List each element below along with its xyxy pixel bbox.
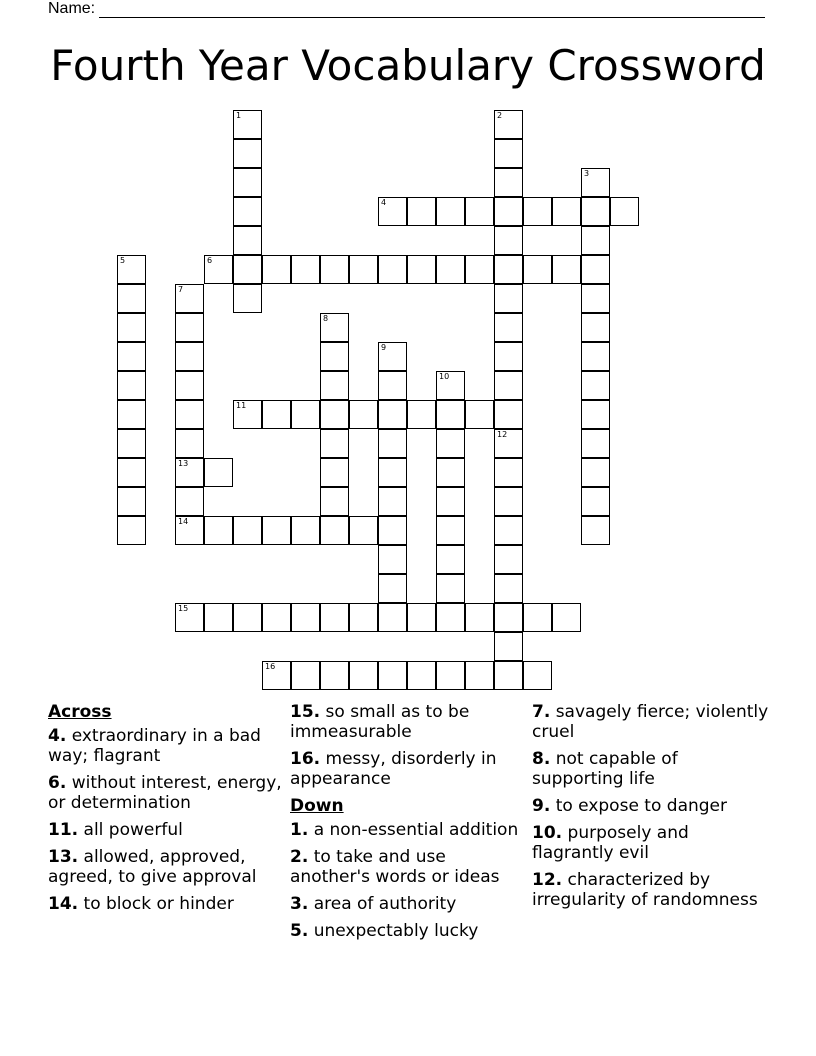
cell-number: 11 [236,401,247,410]
grid-cell[interactable] [175,342,204,371]
grid-cell[interactable] [378,458,407,487]
grid-cell[interactable] [378,371,407,400]
grid-cell[interactable] [378,516,407,545]
grid-cell[interactable] [494,487,523,516]
grid-cell[interactable] [581,400,610,429]
cell-number: 13 [178,459,189,468]
clue-down-9: 9. to expose to danger [532,796,727,816]
grid-cell[interactable] [175,516,204,545]
grid-cell[interactable] [465,255,494,284]
across-heading: Across [48,702,112,722]
grid-cell[interactable] [436,255,465,284]
grid-cell[interactable] [581,371,610,400]
grid-cell[interactable] [117,458,146,487]
grid-cell[interactable] [233,255,262,284]
grid-cell[interactable] [320,487,349,516]
name-label: Name: [48,0,96,17]
grid-cell[interactable] [233,284,262,313]
grid-cell[interactable] [494,313,523,342]
cell-number: 5 [120,256,126,265]
grid-cell[interactable] [581,516,610,545]
grid-cell[interactable] [436,458,465,487]
cell-number: 12 [497,430,508,439]
clue-down-1: 1. a non-essential addition [290,820,519,840]
grid-cell[interactable] [378,255,407,284]
grid-cell[interactable] [320,661,349,690]
grid-cell[interactable] [175,458,204,487]
grid-cell[interactable] [349,400,378,429]
grid-cell[interactable] [494,603,523,632]
grid-cell[interactable] [581,487,610,516]
grid-cell[interactable] [465,400,494,429]
clue-column-1 [48,702,283,921]
grid-cell[interactable] [581,458,610,487]
grid-cell[interactable] [233,197,262,226]
grid-cell[interactable] [320,313,349,342]
grid-cell[interactable] [175,487,204,516]
page-title: Fourth Year Vocabulary Crossword [50,41,766,90]
clue-across-6: 6. without interest, energy, or determination [48,773,282,813]
grid-cell[interactable] [233,110,262,139]
cell-number: 16 [265,662,276,671]
grid-cell[interactable] [349,516,378,545]
grid-cell[interactable] [523,197,552,226]
grid-cell[interactable] [320,255,349,284]
grid-cell[interactable] [117,400,146,429]
grid-cell[interactable] [262,255,291,284]
grid-cell[interactable] [610,197,639,226]
cell-number: 14 [178,517,189,526]
grid-cell[interactable] [117,371,146,400]
cell-number: 8 [323,314,329,323]
grid-cell[interactable] [262,661,291,690]
grid-cell[interactable] [175,400,204,429]
clue-down-8: 8. not capable of supporting life [532,749,678,789]
grid-cell[interactable] [233,603,262,632]
grid-cell[interactable] [407,603,436,632]
clue-column-3 [532,702,772,917]
grid-cell[interactable] [378,487,407,516]
cell-number: 3 [584,169,590,178]
grid-cell[interactable] [204,458,233,487]
grid-cell[interactable] [581,168,610,197]
grid-cell[interactable] [581,284,610,313]
grid-cell[interactable] [117,516,146,545]
grid-cell[interactable] [436,661,465,690]
grid-cell[interactable] [581,197,610,226]
down-heading: Down [290,796,344,816]
grid-cell[interactable] [378,197,407,226]
grid-cell[interactable] [581,313,610,342]
grid-cell[interactable] [320,603,349,632]
grid-cell[interactable] [378,400,407,429]
grid-cell[interactable] [349,603,378,632]
grid-cell[interactable] [117,313,146,342]
grid-cell[interactable] [407,661,436,690]
grid-cell[interactable] [436,197,465,226]
grid-cell[interactable] [465,197,494,226]
grid-cell[interactable] [494,429,523,458]
grid-cell[interactable] [117,255,146,284]
grid-cell[interactable] [262,516,291,545]
clue-down-3: 3. area of authority [290,894,457,914]
grid-cell[interactable] [204,255,233,284]
grid-cell[interactable] [436,429,465,458]
grid-cell[interactable] [320,400,349,429]
grid-cell[interactable] [378,661,407,690]
clue-down-2: 2. to take and use another's words or ideas [290,847,500,887]
clue-down-10: 10. purposely and flagrantly evil [532,823,689,863]
grid-cell[interactable] [349,661,378,690]
grid-cell[interactable] [291,400,320,429]
grid-cell[interactable] [262,400,291,429]
grid-cell[interactable] [407,197,436,226]
grid-cell[interactable] [581,255,610,284]
grid-cell[interactable] [494,632,523,661]
clue-across-13: 13. allowed, approved, agreed, to give approval [48,847,257,887]
grid-cell[interactable] [436,487,465,516]
cell-number: 2 [497,111,503,120]
grid-cell[interactable] [465,661,494,690]
grid-cell[interactable] [436,574,465,603]
grid-cell[interactable] [523,255,552,284]
grid-cell[interactable] [378,342,407,371]
grid-cell[interactable] [552,255,581,284]
grid-cell[interactable] [320,429,349,458]
grid-cell[interactable] [494,197,523,226]
grid-cell[interactable] [494,226,523,255]
grid-cell[interactable] [378,429,407,458]
grid-cell[interactable] [175,313,204,342]
clue-across-14: 14. to block or hinder [48,894,234,914]
grid-cell[interactable] [175,429,204,458]
grid-cell[interactable] [494,139,523,168]
grid-cell[interactable] [204,603,233,632]
grid-cell[interactable] [407,255,436,284]
grid-cell[interactable] [291,603,320,632]
grid-cell[interactable] [175,284,204,313]
grid-cell[interactable] [436,371,465,400]
grid-cell[interactable] [494,661,523,690]
grid-cell[interactable] [117,487,146,516]
grid-cell[interactable] [378,545,407,574]
cell-number: 6 [207,256,213,265]
cell-number: 9 [381,343,387,352]
grid-cell[interactable] [291,661,320,690]
grid-cell[interactable] [117,284,146,313]
grid-cell[interactable] [233,516,262,545]
clue-down-12: 12. characterized by irregularity of randomness [532,870,758,910]
clue-across-16: 16. messy, disorderly in appearance [290,749,497,789]
cell-number: 1 [236,111,242,120]
grid-cell[interactable] [494,284,523,313]
cell-number: 15 [178,604,189,613]
grid-cell[interactable] [581,429,610,458]
grid-cell[interactable] [465,603,494,632]
cell-number: 7 [178,285,184,294]
grid-cell[interactable] [378,574,407,603]
grid-cell[interactable] [175,371,204,400]
grid-cell[interactable] [407,400,436,429]
clue-across-15: 15. so small as to be immeasurable [290,702,470,742]
grid-cell[interactable] [117,342,146,371]
grid-cell[interactable] [494,516,523,545]
cell-number: 4 [381,198,387,207]
grid-cell[interactable] [494,400,523,429]
grid-cell[interactable] [494,110,523,139]
cell-number: 10 [439,372,450,381]
grid-cell[interactable] [494,168,523,197]
grid-cell[interactable] [233,226,262,255]
grid-cell[interactable] [117,429,146,458]
grid-cell[interactable] [494,342,523,371]
grid-cell[interactable] [291,255,320,284]
grid-cell[interactable] [320,342,349,371]
grid-cell[interactable] [204,516,233,545]
grid-cell[interactable] [233,139,262,168]
clue-across-11: 11. all powerful [48,820,183,840]
grid-cell[interactable] [436,400,465,429]
grid-cell[interactable] [320,371,349,400]
grid-cell[interactable] [233,400,262,429]
clue-across-4: 4. extraordinary in a bad way; flagrant [48,726,261,766]
grid-cell[interactable] [436,545,465,574]
grid-cell[interactable] [175,603,204,632]
grid-cell[interactable] [262,603,291,632]
grid-cell[interactable] [552,197,581,226]
grid-cell[interactable] [494,545,523,574]
grid-cell[interactable] [233,168,262,197]
grid-cell[interactable] [523,661,552,690]
grid-cell[interactable] [320,458,349,487]
grid-cell[interactable] [523,603,552,632]
grid-cell[interactable] [494,574,523,603]
clue-down-5: 5. unexpectably lucky [290,921,479,941]
grid-cell[interactable] [552,603,581,632]
grid-cell[interactable] [378,603,407,632]
grid-cell[interactable] [581,342,610,371]
grid-cell[interactable] [436,603,465,632]
grid-cell[interactable] [320,516,349,545]
grid-cell[interactable] [436,516,465,545]
clue-down-7: 7. savagely fierce; violently cruel [532,702,769,742]
grid-cell[interactable] [291,516,320,545]
grid-cell[interactable] [349,255,378,284]
grid-cell[interactable] [494,255,523,284]
grid-cell[interactable] [494,371,523,400]
grid-cell[interactable] [494,458,523,487]
clue-column-2 [290,702,522,948]
grid-cell[interactable] [581,226,610,255]
